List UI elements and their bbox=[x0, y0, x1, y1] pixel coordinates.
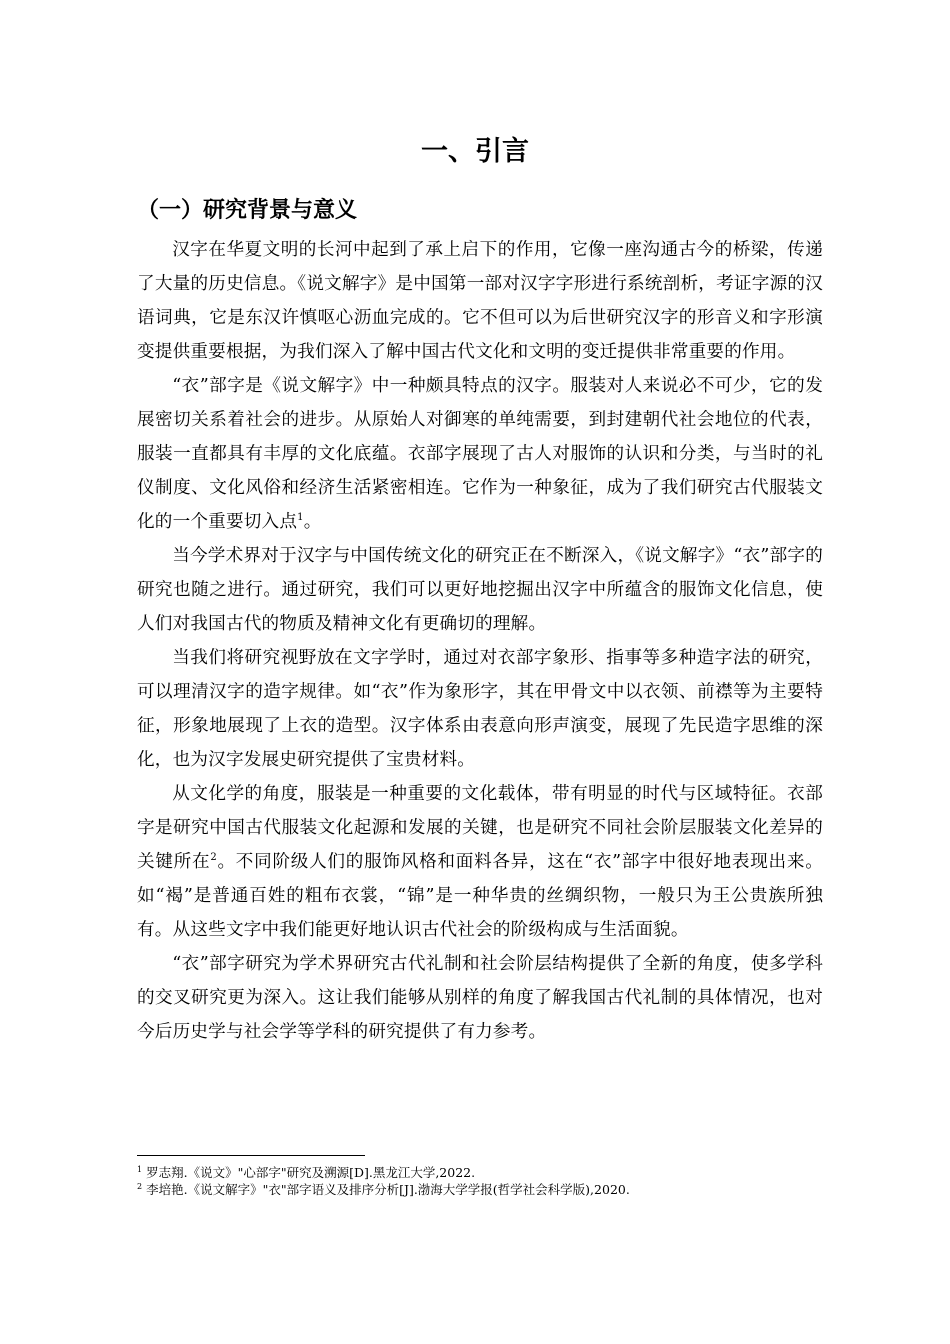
paragraph-text: “衣”部字是《说文解字》中一种颇具特点的汉字。服装对人来说必不可少，它的发展密切关系着社会的进步。从原始人对御寒的单纯需要，到封建朝代社会地位的代表，服装一直都具有丰厚的文化底蕴。衣部字展现了古人对服饰的认识和分类，与当时的礼仪制度、文化风俗和经济生活紧密相连。它作为一种象征，成为了我们研究古代服装文化的一个重要切入点 bbox=[137, 376, 823, 532]
paragraph-text-tail: 。 bbox=[303, 512, 322, 532]
footnote-ref[interactable]: 1 bbox=[297, 512, 304, 524]
footnotes bbox=[137, 1164, 823, 1198]
footnote-text: 李培艳.《说文解字》"衣"部字语义及排序分析[J].渤海大学学报(哲学社会科学版),2020. bbox=[146, 1182, 630, 1197]
footnote-text: 罗志翔.《说文》"心部字"研究及溯源[D].黑龙江大学,2022. bbox=[146, 1165, 476, 1180]
footnote-ref[interactable]: 2 bbox=[210, 852, 217, 864]
paragraph bbox=[137, 369, 823, 539]
paragraph bbox=[137, 947, 823, 1049]
paragraph bbox=[137, 233, 823, 369]
section-title: （一）研究背景与意义 bbox=[137, 198, 358, 223]
paragraph-text: 从文化学的角度，服装是一种重要的文化载体，带有明显的时代与区域特征。衣部字是研究中国古代服装文化起源和发展的关键，也是研究不同社会阶层服装文化差异的关键所在 bbox=[137, 784, 823, 872]
paragraph-text: 汉字在华夏文明的长河中起到了承上启下的作用，它像一座沟通古今的桥梁，传递了大量的历史信息。《说文解字》是中国第一部对汉字字形进行系统剖析，考证字源的汉语词典，它是东汉许慎呕心沥血完成的。它不但可以为后世研究汉字的形音义和字形演变提供重要根据，为我们深入了解中国古代文化和文明的变迁提供非常重要的作用。 bbox=[137, 240, 823, 362]
footnote-item bbox=[137, 1181, 823, 1198]
paragraph-text: 当今学术界对于汉字与中国传统文化的研究正在不断深入，《说文解字》“衣”部字的研究也随之进行。通过研究，我们可以更好地挖掘出汉字中所蕴含的服饰文化信息，使人们对我国古代的物质及精神文化有更确切的理解。 bbox=[137, 546, 823, 634]
paragraph-text: “衣”部字研究为学术界研究古代礼制和社会阶层结构提供了全新的角度，使多学科的交叉研究更为深入。这让我们能够从别样的角度了解我国古代礼制的具体情况，也对今后历史学与社会学等学科的研究提供了有力参考。 bbox=[137, 954, 823, 1042]
footnote-mark: 2 bbox=[137, 1181, 143, 1191]
footnote-mark: 1 bbox=[137, 1164, 143, 1174]
paragraph bbox=[137, 777, 823, 947]
paragraph bbox=[137, 539, 823, 641]
body-text bbox=[137, 233, 823, 1049]
footnote-divider bbox=[137, 1155, 365, 1156]
footnote-item bbox=[137, 1164, 823, 1181]
paragraph-text: 当我们将研究视野放在文字学时，通过对衣部字象形、指事等多种造字法的研究，可以理清汉字的造字规律。如“衣”作为象形字，其在甲骨文中以衣领、前襟等为主要特征，形象地展现了上衣的造型。汉字体系由表意向形声演变，展现了先民造字思维的深化，也为汉字发展史研究提供了宝贵材料。 bbox=[137, 648, 823, 770]
chapter-title: 一、引言 bbox=[421, 136, 529, 167]
paragraph bbox=[137, 641, 823, 777]
paragraph-text-tail: 。不同阶级人们的服饰风格和面料各异，这在“衣”部字中很好地表现出来。如“褐”是普通百姓的粗布衣裳，“锦”是一种华贵的丝绸织物，一般只为王公贵族所独有。从这些文字中我们能更好地认识古代社会的阶级构成与生活面貌。 bbox=[137, 852, 823, 940]
